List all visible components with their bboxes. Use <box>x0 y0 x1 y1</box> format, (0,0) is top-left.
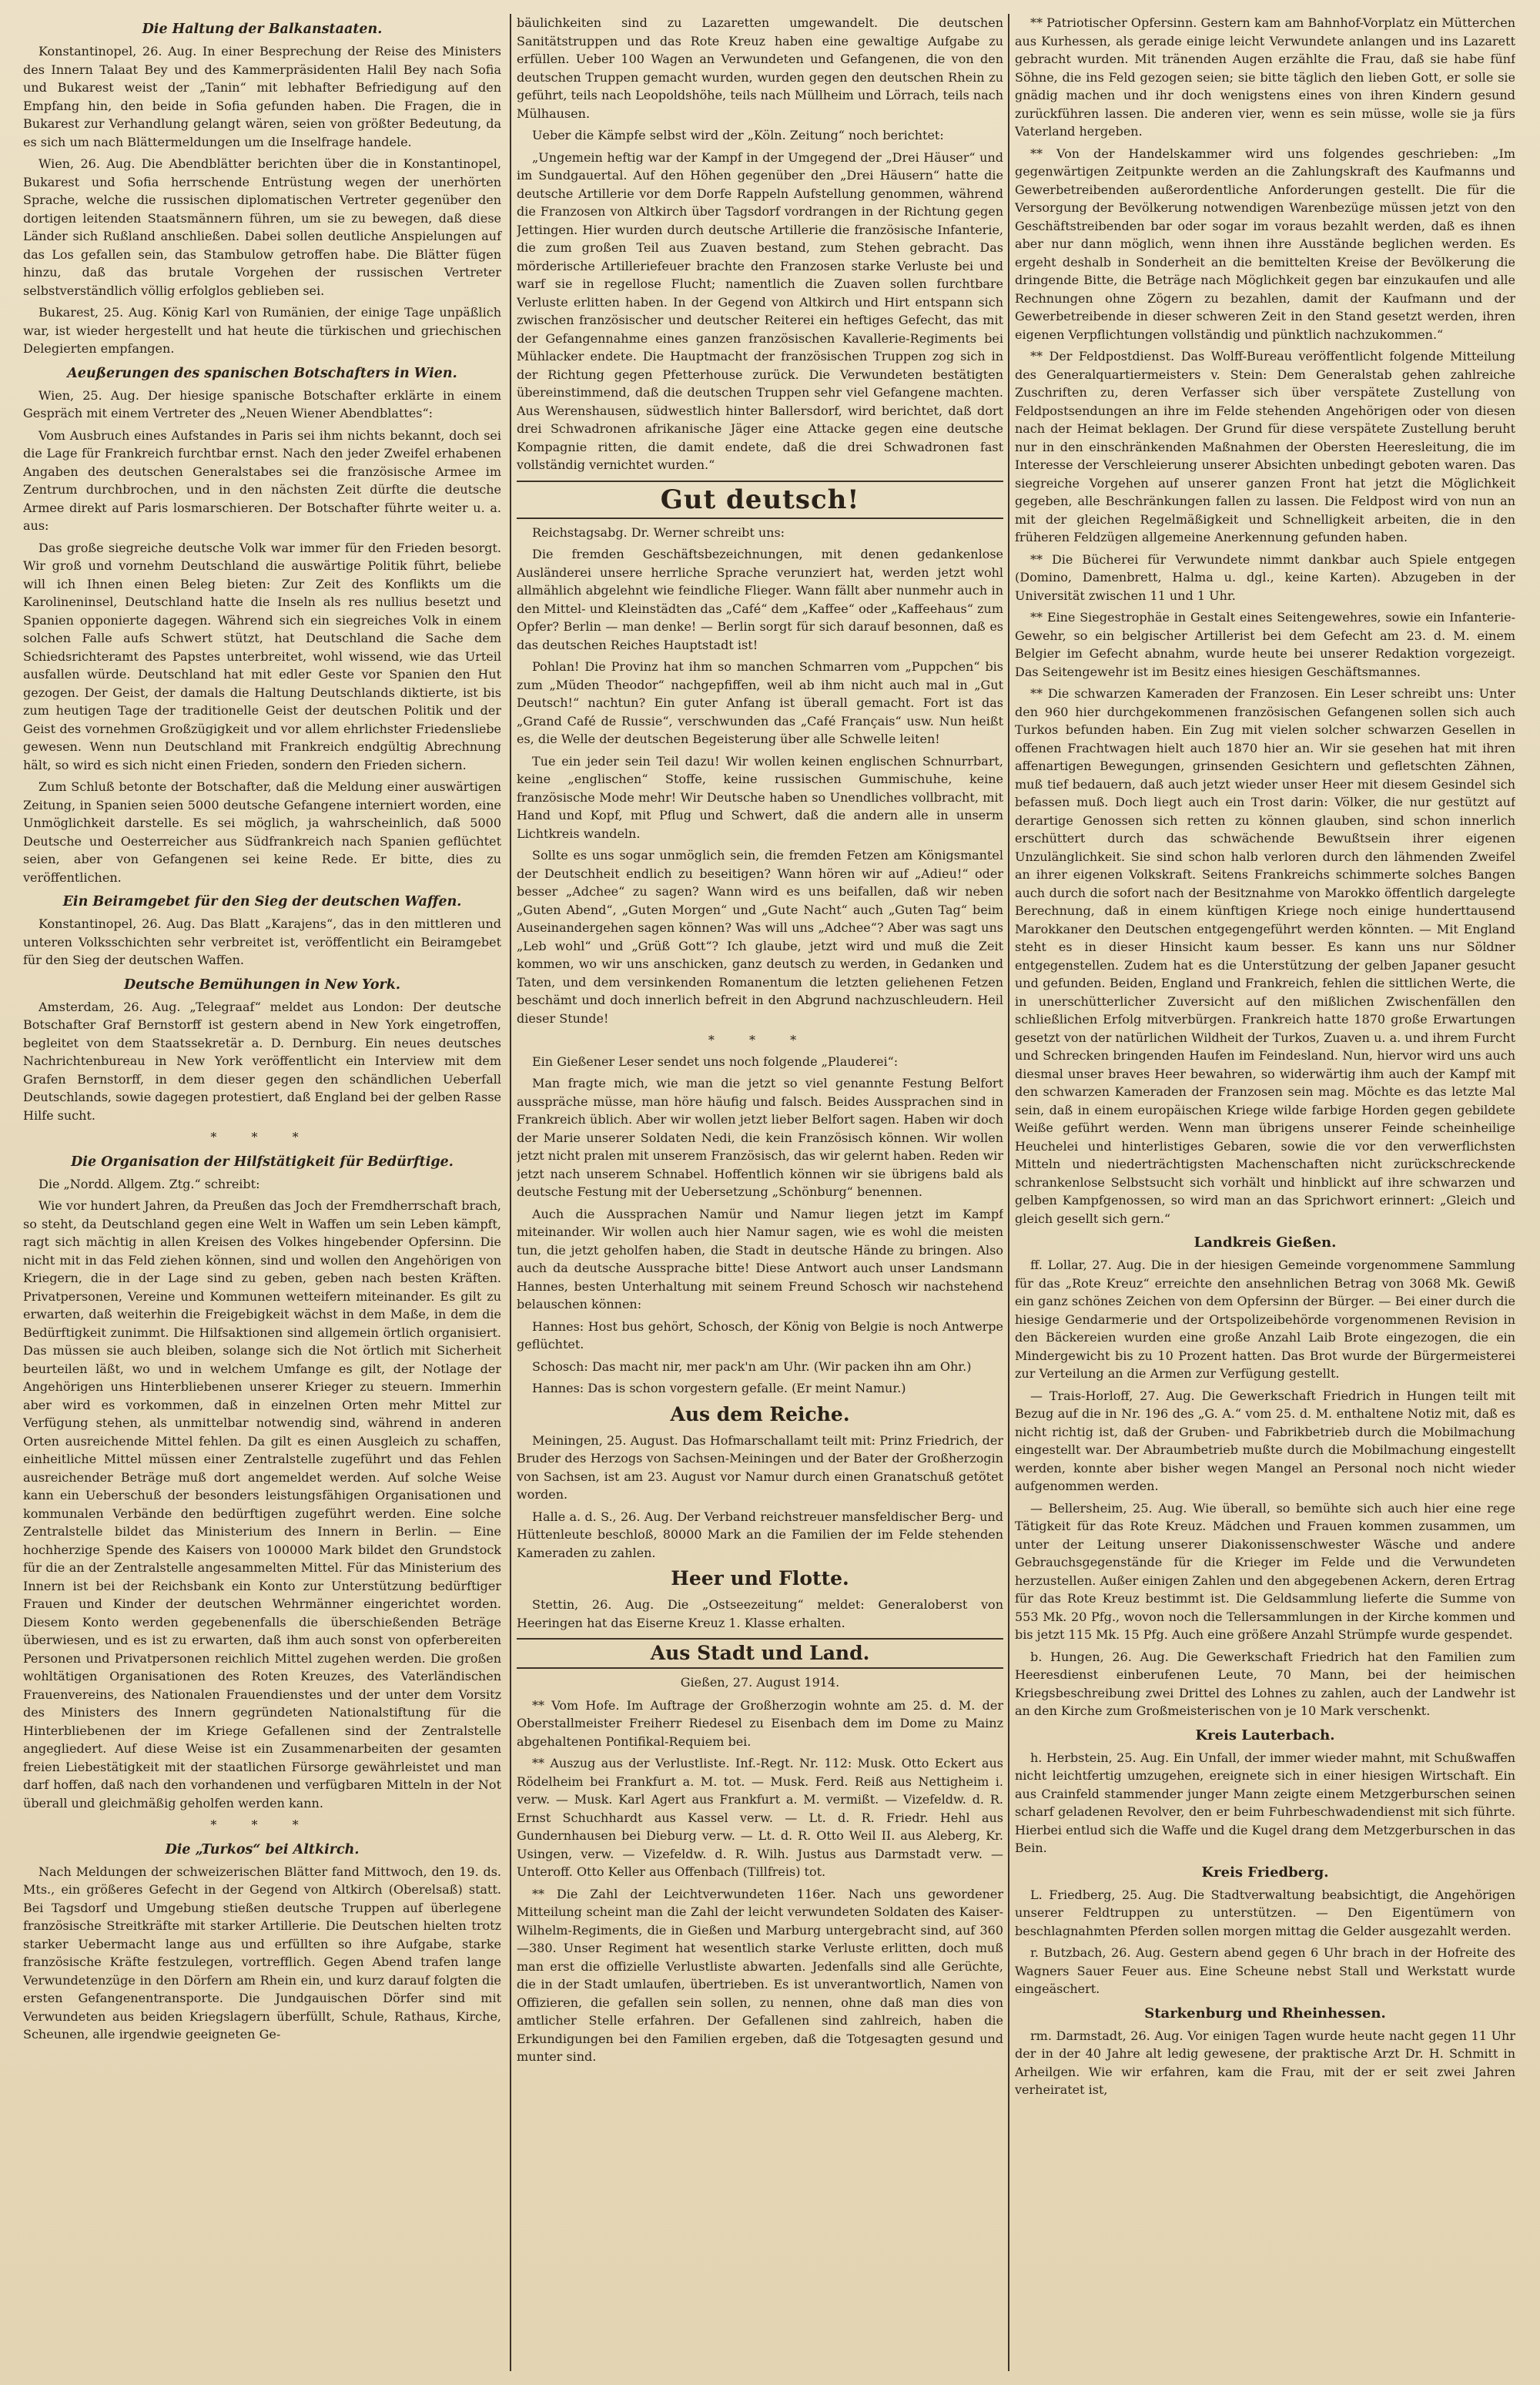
article-paragraph: Pohlan! Die Provinz hat ihm so manchen Schmarren vom „Puppchen“ bis zum „Müden Theodor“ nachgepfiffen, weil ab ihm nicht auch mal in „Gut Deutsch!“ nachtun? Ein guter Anfang ist überall gemacht. Fort ist das „Grand Café de Russie“, verschwunden das „Café Français“ usw. Nun heißt es, die Welle der deutschen Begeisterung über alle Schwelle leiten! <box>517 659 1003 746</box>
section-subheading: Kreis Friedberg. <box>1201 1864 1329 1881</box>
article-paragraph: Die „Nordd. Allgem. Ztg.“ schreibt: <box>38 1176 260 1191</box>
article-paragraph: Zum Schluß betonte der Botschafter, daß die Meldung einer auswärtigen Zeitung, in Spanien seien 5000 deutsche Gefangene interniert worden, eine Unmöglichkeit darstelle. Es sei möglich, ja wahrscheinlich, daß 5000 Deutsche und Oesterreicher aus Südfrankreich nach Spanien geflüchtet seien, aber von Gefangenen sei keine Rede. Er bitte, dies zu veröffentlichen. <box>23 779 501 885</box>
article-paragraph: Hannes: Host bus gehört, Schosch, der König von Belgie is noch Antwerpe geflüchtet. <box>517 1318 1003 1352</box>
article-paragraph: Man fragte mich, wie man die jetzt so viel genannte Festung Belfort ausspräche müsse, man höre häufig und falsch. Beides Aussprachen sind in Frankreich üblich. Aber wir wollen jetzt lieber Belfort sagen. Haben wir doch der Marie unserer Soldaten Nedi, die kein Französisch können. Wir wollen jetzt nicht pralen mit unserem Französisch, das wir gelernt haben. Reden wir jetzt nach unserem Schnabel. Hoffentlich können wir sie übrigens bald als deutsche Festung mit der Uebersetzung „Schönburg“ benennen. <box>517 1076 1003 1199</box>
article-paragraph: Schosch: Das macht nir, mer pack'n am Uhr. (Wir packen ihn am Ohr.) <box>532 1358 972 1374</box>
article-paragraph: — Bellersheim, 25. Aug. Wie überall, so bemühte sich auch hier eine rege Tätigkeit für das Rote Kreuz. Mädchen und Frauen kommen zusammen, um unter der Leitung unserer Diakonissenschwester Wäsche und andere Gebrauchsgegenstände für die Krieger im Felde und die Verwundeten herzustellen. Außer einigen Zahlen und den abgegebenen Ackern, deren Ertrag für das Rote Kreuz bestimmt ist. Die Geldsammlung lieferte die Summe von 553 Mk. 20 Pfg., wovon noch die Tellersammlungen in der Kirche kommen und bis jetzt 115 Mk. 15 Pfg. Auch eine größere Anzahl Strümpfe wurde gespendet. <box>1015 1500 1515 1642</box>
article-paragraph: Das große siegreiche deutsche Volk war immer für den Frieden besorgt. Wir groß und vornehm Deutschland die auswärtige Politik führt, beliebe will ich Ihnen einen Beleg bieten: Zur Zeit des Konflikts um die Karolineninsel, Deutschland hatte die Inseln als res nullius besetzt und Spanien opponierte dagegen. Während sich ein siegreiches Volk in einem solchen Falle aufs Schwert stützt, hat Deutschland die Sache dem Schiedsrichteramt des Papstes unterbreitet, wohl wissend, wie das Urteil ausfallen würde. Deutschland hat mit edler Geste vor Spanien den Hut gezogen. Der Geist, der damals die Haltung Deutschlands diktierte, ist bis zum heutigen Tage der traditionelle Geist der deutschen Politik und der Geist des vornehmen Großzügigkeit und vor allem ehrlichster Friedensliebe gewesen. Wenn nun Deutschland mit Frankreich endgültig Abrechnung hält, so wird es sich nicht einen Frieden, sondern den Frieden sichern. <box>23 540 501 772</box>
article-paragraph: ** Von der Handelskammer wird uns folgendes geschrieben: „Im gegenwärtigen Zeitpunkte werden an die Zahlungskraft des Kaufmanns und Gewerbetreibenden außerordentliche Anforderungen gestellt. Die für die Versorgung der Bevölkerung notwendigen Warenbezüge müssen jetzt von den Geschäftstreibenden bar oder sogar im voraus bezahlt werden, daß es ihnen aber nur dann möglich, wenn ihnen ihre Ausstände beglichen werden. Es ergeht deshalb in Sonderheit an die bemittelten Kreise der Bevölkerung die dringende Bitte, die Beträge nach Möglichkeit gegen bar einzukaufen und alle Rechnungen ohne Zögern zu bezahlen, damit der Kaufmann und der Gewerbetreibende in dieser schweren Zeit in den Stand gesetzt werden, ihren eigenen Verpflichtungen vollständig und pünktlich nachzukommen.“ <box>1015 146 1515 342</box>
section-heading: Aus dem Reiche. <box>670 1402 850 1425</box>
separator-stars: * * * <box>210 1130 314 1144</box>
section-subheading: Landkreis Gießen. <box>1194 1234 1337 1251</box>
article-paragraph: ** Vom Hofe. Im Auftrage der Großherzogin wohnte am 25. d. M. der Oberstallmeister Freiherr Riedesel zu Eisenbach dem im Dome zu Mainz abgehaltenen Pontifikal-Requiem bei. <box>517 1697 1003 1749</box>
column-right <box>1015 14 1515 2371</box>
article-headline: Die Haltung der Balkanstaaten. <box>142 22 383 37</box>
column-divider <box>1008 14 1009 2371</box>
article-headline: Aeußerungen des spanischen Botschafters in Wien. <box>67 365 457 381</box>
article-paragraph: ** Patriotischer Opfersinn. Gestern kam am Bahnhof-Vorplatz ein Mütterchen aus Kurhessen, als gerade einige leicht Verwundete anlangen und ins Lazarett gebracht wurden. Mit tränenden Augen erzählte die Frau, daß sie habe fünf Söhne, die ins Feld gezogen seien; sie bitte täglich den lieben Gott, er solle sie gnädig machen und ihr doch wenigstens eines von ihren Kindern gesund zurückführen lassen. Die anderen vier, wenn es sein müsse, wolle sie ja fürs Vaterland hergeben. <box>1015 15 1515 139</box>
article-headline: Die Organisation der Hilfstätigkeit für Bedürftige. <box>71 1154 454 1170</box>
section-subheading: Kreis Lauterbach. <box>1195 1727 1335 1744</box>
article-paragraph: Die fremden Geschäftsbezeichnungen, mit denen gedankenlose Ausländerei unsere herrliche Sprache verunziert hat, werden jetzt wohl allmählich abgelehnt wie feindliche Flieger. Wann fällt aber nunmehr auch in den Mittel- und Kleinstädten das „Café“ dem „Kaffee“ oder „Kaffeehaus“ zum Opfer? Berlin — man denke! — Berlin sorgt für sich darauf besonnen, daß es das deutschen Reiches Hauptstadt ist! <box>517 547 1003 652</box>
article-paragraph: Wien, 25. Aug. Der hiesige spanische Botschafter erklärte in einem Gespräch mit einem Vertreter des „Neuen Wiener Abendblattes“: <box>23 387 501 420</box>
article-paragraph: Sollte es uns sogar unmöglich sein, die fremden Fetzen am Königsmantel der Deutschheit endlich zu beseitigen? Wann hören wir auf „Adieu!“ oder besser „Adchee“ zu sagen? Wann wird es uns beifallen, daß wir neben „Guten Abend“, „Guten Morgen“ und „Gute Nacht“ auch „Guten Tag“ beim Auseinandergehen sagen können? Was will uns „Adchee“? Aber was sagt uns „Leb wohl“ und „Grüß Gott“? Ich glaube, jetzt wird und muß die Zeit kommen, wo wir uns anschicken, ganz deutsch zu werden, in Gedanken und Taten, und dem versinkenden Romanentum die letzten geliehenen Fetzen beschämt und doch innerlich befreit in den Abgrund nachzuschleudern. Heil dieser Stunde! <box>517 848 1003 1026</box>
article-paragraph: ** Eine Siegestrophäe in Gestalt eines Seitengewehres, sowie ein Infanterie-Gewehr, so ein belgischer Artillerist bei dem Gefecht am 23. d. M. einem Belgier im Gefecht abnahm, wurde heute bei unserer Redaktion vorgezeigt. Das Seitengewehr ist im Besitz eines hiesigen Geschäftsmannes. <box>1015 610 1515 679</box>
section-heading: Heer und Flotte. <box>671 1567 849 1589</box>
article-paragraph: Nach Meldungen der schweizerischen Blätter fand Mittwoch, den 19. ds. Mts., ein größeres Gefecht in der Gegend von Altkirch (Oberelsaß) statt. Bei Tagsdorf und Umgebung stießen deutsche Truppen auf überlegene französische Streitkräfte mit starker Artillerie. Die Deutschen hielten trotz starker Uebermacht lange aus und erfüllten so ihre Aufgabe, starke französische Kräfte festzulegen, vortrefflich. Gegen Abend trafen lange Verwundetenzüge in den Dörfern am Rhein ein, und kurz darauf folgten die ersten Gefangenentransporte. Die Jundgauischen Dörfer sind mit Verwundeten aus beiden Kriegslagern überfüllt, Schule, Rathaus, Kirche, Scheunen, alle irgendwie geeigneten Ge- <box>23 1864 501 2042</box>
article-paragraph: Amsterdam, 26. Aug. „Telegraaf“ meldet aus London: Der deutsche Botschafter Graf Bernstorff ist gestern abend in New York eingetroffen, begleitet von dem Staatssekretär a. D. Dernburg. Ein neues deutsches Nachrichtenbureau in New York veröffentlicht ein Interview mit dem Grafen Bernstorff, in dem dieser gegen den schändlichen Ueberfall Deutschlands, sowie dagegen protestiert, daß England bei der gelben Rasse Hilfe sucht. <box>23 999 501 1123</box>
section-heading: Gut deutsch! <box>517 481 1003 519</box>
column-middle <box>517 14 1003 2371</box>
article-paragraph: Wien, 26. Aug. Die Abendblätter berichten über die in Konstantinopel, Bukarest und Sofia herrschende Entrüstung wegen der unerhörten Sprache, welche die russischen diplomatischen Vertreter gegenüber den dortigen leitenden Staatsmännern führen, um sie zu bewegen, daß diese Länder sich Rußland anschließen. Dabei sollen deutliche Anspielungen auf das Los gefallen sein, das Stambulow getroffen habe. Die Blätter fügen hinzu, daß das brutale Vorgehen der russischen Vertreter selbstverständlich völlig erfolglos geblieben sei. <box>23 156 501 298</box>
article-paragraph: Ueber die Kämpfe selbst wird der „Köln. Zeitung“ noch berichtet: <box>532 128 944 142</box>
article-paragraph: bäulichkeiten sind zu Lazaretten umgewandelt. Die deutschen Sanitätstruppen und das Rote Kreuz haben eine gewaltige Aufgabe zu erfüllen. Ueber 100 Wagen an Verwundeten und Gefangenen, die von den deutschen Truppen gemacht wurden, wurden gegen den deutschen Rhein zu geführt, teils nach Leopoldshöhe, teils nach Müllheim und Lörrach, teils nach Mülhausen. <box>517 15 1003 121</box>
article-paragraph: Ein Gießener Leser sendet uns noch folgende „Plauderei“: <box>532 1053 899 1069</box>
article-paragraph: r. Butzbach, 26. Aug. Gestern abend gegen 6 Uhr brach in der Hofreite des Wagners Sauer Feuer aus. Eine Scheune nebst Stall und Werkstatt wurde eingeäschert. <box>1015 1945 1515 1996</box>
article-paragraph: Reichstagsabg. Dr. Werner schreibt uns: <box>532 524 785 540</box>
article-paragraph: ** Die Zahl der Leichtverwundeten 116er. Nach uns gewordener Mitteilung scheint man die Zahl der leicht verwundeten Soldaten des Kaiser-Wilhelm-Regiments, die in Gießen und Marburg untergebracht sind, auf 360—380. Unser Regiment hat wesentlich starke Verluste erlitten, doch muß man erst die offizielle Verlustliste abwarten. Jedenfalls sind alle Gerüchte, die in der Stadt umlaufen, übertrieben. Es ist unverantwortlich, Namen von Offizieren, die gefallen sein sollen, zu nennen, ohne daß man dies von amtlicher Stelle erfahren. Der Gefallenen sind zahlreich, haben die Erkundigungen bei den Familien ergeben, daß die Totgesagten gesund und munter sind. <box>517 1886 1003 2064</box>
article-paragraph: ** Der Feldpostdienst. Das Wolff-Bureau veröffentlicht folgende Mitteilung des Generalquartiermeisters v. Stein: Dem Generalstab gehen zahlreiche Zuschriften zu, deren Verfasser sich über verspätete Zustellung von Feldpostsendungen an ihre im Felde stehenden Angehörigen oder von diesen nach der Heimat beklagen. Der Grund für diese verspätete Zustellung beruht nur in den einschränkenden Maßnahmen der Obersten Heeresleitung, die im Interesse der Verschleierung unserer Absichten unbedingt geboten waren. Das siegreiche Vorgehen auf unserer ganzen Front hat jetzt die Möglichkeit gegeben, alle Beschränkungen fallen zu lassen. Die Feldpost wird von nun an mit der gleichen Regelmäßigkeit und Schnelligkeit arbeiten, die in den früheren Feldzügen allgemeine Anerkennung gefunden haben. <box>1015 349 1515 544</box>
column-divider <box>510 14 511 2371</box>
article-paragraph: L. Friedberg, 25. Aug. Die Stadtverwaltung beabsichtigt, die Angehörigen unserer Feldtruppen zu unterstützen. — Den Eigentümern von beschlagnahmten Pferden sollen morgen mittag die Gelder ausgezahlt werden. <box>1015 1887 1515 1938</box>
article-paragraph: rm. Darmstadt, 26. Aug. Vor einigen Tagen wurde heute nacht gegen 11 Uhr der in der 40 Jahre alt ledig gewesene, der praktische Arzt Dr. H. Schmitt in Arheilgen. Wie wir erfahren, kam die Frau, mit der er seit zwei Jahren verheiratet ist, <box>1015 2028 1515 2097</box>
separator-stars: * * * <box>708 1033 812 1047</box>
article-paragraph: Bukarest, 25. Aug. König Karl von Rumänien, der einige Tage unpäßlich war, ist wieder hergestellt und hat heute die türkischen und griechischen Delegierten empfangen. <box>23 305 501 356</box>
article-paragraph: b. Hungen, 26. Aug. Die Gewerkschaft Friedrich hat den Familien zum Heeresdienst einberufenen Leute, 70 Mann, bei der heimischen Kriegsbeschreibung zwei Drittel des Lohnes zu zahlen, auch der Landwehr ist an den Kirche zum Großmeisterischen von je 10 Mark verschenkt. <box>1015 1649 1515 1718</box>
article-paragraph: Konstantinopel, 26. Aug. In einer Besprechung der Reise des Ministers des Innern Talaat Bey und des Kammerpräsidenten Halil Bey nach Sofia und Bukarest weist der „Tanin“ mit lebhafter Befriedigung auf den Empfang hin, den beide in Sofia gefunden haben. Die Fragen, die in Bukarest zur Verhandlung gelangt wären, seien von größter Bedeutung, da es sich um nach Blättermeldungen um die Inselfrage handele. <box>23 44 501 149</box>
article-paragraph: „Ungemein heftig war der Kampf in der Umgegend der „Drei Häuser“ und im Sundgauertal. Auf den Höhen gegenüber den „Drei Häusern“ hatte die deutsche Artillerie vor dem Dorfe Rappeln Aufstellung genommen, während die Franzosen von Altkirch über Tagsdorf vordrangen in der Richtung gegen Jettingen. Hier wurden durch deutsche Artillerie die französische Infanterie, die zum großen Teil aus Zuaven bestand, zum Stehen gebracht. Das mörderische Artilleriefeuer brachte den Franzosen starke Verluste bei und warf sie in regellose Flucht; namentlich die Zuaven sollen furchtbare Verluste erlitten haben. In der Gegend von Altkirch und Hirt entspann sich zwischen französischer und deutscher Reiterei ein heftiges Gefecht, das mit der Gefangennahme eines ganzen französischen Kavallerie-Regiments bei Mühlacker endete. Die Hauptmacht der französischen Truppen zog sich in der Richtung gegen Pfetterhouse zurück. Die Verwundeten bestätigten übereinstimmend, daß die deutschen Truppen sehr viel Gefangene machten. Aus Werenshausen, südwestlich hinter Ballersdorf, wird berichtet, daß dort drei Schwadronen afrikanische Jäger eine Attacke gegen eine deutsche Kompagnie ritten, die damit endete, daß die drei Schwadronen fast vollständig vernichtet wurden.“ <box>517 149 1003 472</box>
separator-stars: * * * <box>210 1817 314 1832</box>
article-paragraph: Auch die Aussprachen Namür und Namur liegen jetzt im Kampf miteinander. Wir wollen auch hier Namur sagen, wie es wohl die meisten tun, die jetzt geholfen haben, die Stadt in deutsche Hände zu bringen. Also auch da deutsche Aussprache bitte! Diese Antwort auch unser Landsmann Hannes, besten Unterhaltung mit seinem Freund Schosch wir nachstehend belauschen können: <box>517 1206 1003 1311</box>
article-paragraph: ** Die schwarzen Kameraden der Franzosen. Ein Leser schreibt uns: Unter den 960 hier durchgekommenen französischen Gefangenen sollen sich auch Turkos befunden haben. Ein Zug mit vielen solcher schwarzen Gesellen in offenen Frachtwagen hielt auch 1870 hier an. Wir sie gesehen hat mit ihren affenartigen Bewegungen, grinsenden Gesichtern und gefletschten Zähnen, muß tief bedauern, daß auch jetzt wieder unser Heer mit diesem Gesindel sich befassen muß. Doch liegt auch ein Trost darin: Völker, die nur gestützt auf derartige Genossen sich retten zu können glauben, sind schon innerlich erschüttert durch das schwächende Bewußtsein ihrer eigenen Unzulänglichkeit. Sie sind schon halb verloren durch den lähmenden Zweifel an ihrer eigenen Volkskraft. Seitens Frankreichs schimmerte solches Bangen auch durch die sofort nach der Besitznahme von Marokko öffentlich dargelegte Berechnung, daß in einem künftigen Kriege noch einige hunderttausend Marokkaner den Deutschen entgegengeführt werden könnten. — Mit England steht es in dieser Hinsicht kaum besser. Es kann uns nur Söldner entgegenstellen. Zudem hat es die Unterstützung der gelben Japaner gesucht und gefunden. Beiden, England und Frankreich, fehlen die sittlichen Werte, die in unerschütterlicher Zuversicht auf den mißlichen Zwischenfällen den schließlichen Erfolg mitverbürgen. Frankreich hatte 1870 große Erwartungen gesetzt von der natürlichen Wildheit der Turkos, Zuaven u. a. und ihrem Furcht und Schrecken bringenden Haufen im Feindesland. Nun, hiervor wird uns auch diesmal unser braves Heer bewahren, so widerwärtig ihm auch der Kampf mit den schwarzen Kameraden der Franzosen sein mag. Möchte es das letzte Mal sein, daß in einem europäischen Kriege wilde farbige Horden gegen gebildete Weiße geführt werden. Wenn man übrigens unserer Feinde scheinheilige Heuchelei und hinterlistiges Gebaren, sowie die vor den verwerflichsten Mitteln und niederträchtigsten Machenschaften nicht zurückschreckende schrankenlose Selbstsucht sich vorhält und hinblickt auf ihre schwarzen und gelben Kampfgenossen, so wird man an das Sprichwort erinnert: „Gleich und gleich gesellt sich gern.“ <box>1015 686 1515 1226</box>
article-paragraph: Tue ein jeder sein Teil dazu! Wir wollen keinen englischen Schnurrbart, keine „englischen“ Stoffe, keine russischen Gummischuhe, keine französische Mode mehr! Wir Deutsche haben so Unendliches vollbracht, mit Hand und Kopf, mit Pflug und Schwert, daß die andern alle in unserm Lichtkreis wandeln. <box>517 753 1003 841</box>
article-paragraph: ** Auszug aus der Verlustliste. Inf.-Regt. Nr. 112: Musk. Otto Eckert aus Rödelheim bei Frankfurt a. M. tot. — Musk. Ferd. Reiß aus Nettigheim i. verw. — Musk. Karl Agert aus Frankfurt a. M. vermißt. — Vizefeldw. d. R. Ernst Schuchhardt aus Kassel verw. — Lt. d. R. Friedr. Hehl aus Gundernhausen bei Dieburg verw. — Lt. d. R. Otto Weil II. aus Aleberg, Kr. Usingen, verw. — Vizefeldw. d. R. Wilh. Justus aus Darmstadt verw. — Unteroff. Otto Keller aus Offenbach (Tillfreis) tot. <box>517 1756 1003 1879</box>
article-headline: Deutsche Bemühungen in New York. <box>124 976 400 993</box>
article-paragraph: ** Die Bücherei für Verwundete nimmt dankbar auch Spiele entgegen (Domino, Damenbrett, Halma u. dgl., keine Karten). Abzugeben in der Universität zwischen 11 und 1 Uhr. <box>1015 551 1515 603</box>
article-headline: Ein Beiramgebet für den Sieg der deutschen Waffen. <box>62 894 462 909</box>
article-paragraph: Meiningen, 25. August. Das Hofmarschallamt teilt mit: Prinz Friedrich, der Bruder des Herzogs von Sachsen-Meiningen und der Bater der Großherzogin von Sachsen, ist am 23. August vor Namur durch einen Granatschuß getötet worden. <box>517 1432 1003 1502</box>
article-paragraph: Wie vor hundert Jahren, da Preußen das Joch der Fremdherrschaft brach, so steht, da Deutschland gegen eine Welt in Waffen um sein Leben kämpft, ragt sich mächtig in allen Kreisen des Volkes hingebender Opfersinn. Die nicht mit in das Feld ziehen können, sind und wollen den Angehörigen von Kriegern, die in der Lage sind zu geben, geben nach besten Kräften. Privatpersonen, Vereine und Kommunen wetteifern miteinander. Es gilt zu erwarten, daß weiterhin die Freigebigkeit wächst in dem Maße, in dem die Bedürftigkeit zunimmt. Die Hilfsaktionen sind allgemein örtlich organisiert. Das müssen sie auch bleiben, solange sich die Not örtlich mit Sicherheit beurteilen läßt, wo und in welchem Umfange es gilt, der Notlage der Angehörigen uns Hinterbliebenen unserer Krieger zu steuern. Immerhin aber wird es vorkommen, daß in einzelnen Orten mehr Mittel zur Verfügung stehen, als unmittelbar notwendig sind, während in anderen Orten ausreichende Mittel fehlen. Da gilt es einen Ausgleich zu schaffen, einheitliche Mittel müssen einer Zentralstelle zugeführt und das Fehlen ausreichender Beträge muß dort angemeldet werden. Auf solche Weise kann ein Ueberschuß der besonders leistungsfähigen Organisationen und kommunalen Verbände den bedürftigen zugeführt werden. Eine solche Zentralstelle bildet das Ministerium des Innern in Berlin. — Eine hochherzige Spende des Kaisers von 100000 Mark bildet den Grundstock für die an der Zentralstelle angesammelten Mittel. Für das Ministerium des Innern ist bei der Reichsbank ein Konto zur Unterstützung bedürftiger Frauen und Kinder der deutschen Wehrmänner eingerichtet worden. Diesem Konto werden gegebenenfalls die überschießenden Beträge überwiesen, und es ist zu erwarten, daß ihm auch sonst von opferbereiten Personen und Privatpersonen reichlich Mittel zugehen werden. Die großen wohltätigen Organisationen des Roten Kreuzes, des Vaterländischen Frauenvereins, des Nationalen Frauendienstes und der unter dem Vorsitz des Ministers des Innern gegründeten Nationalstiftung für die Hinterbliebenen der im Kriege Gefallenen sind der Zentralstelle angegliedert. Auf diese Weise ist ein Zusammenarbeiten der gesamten freien Liebestätigkeit mit der staatlichen Fürsorge gewährleistet und man darf hoffen, daß nach den vorhandenen und verfügbaren Mitteln in der Not überall und gleichmäßig geholfen werden kann. <box>23 1198 501 1811</box>
column-left <box>23 14 506 2371</box>
article-paragraph: — Trais-Horloff, 27. Aug. Die Gewerkschaft Friedrich in Hungen teilt mit Bezug auf die in Nr. 196 des „G. A.“ vom 25. d. M. enthaltene Notiz mit, daß es nicht richtig ist, daß der Gruben- und Fabrikbetrieb durch die Mobilmachung eingestellt war. Der Abraumbetrieb mußte durch die Mobilmachung eingestellt werden, konnte aber bisher wegen Mangel an Personal noch nicht wieder aufgenommen werden. <box>1015 1388 1515 1493</box>
section-subheading: Starkenburg und Rheinhessen. <box>1144 2005 1386 2022</box>
article-paragraph: Halle a. d. S., 26. Aug. Der Verband reichstreuer mansfeldischer Berg- und Hüttenleute beschloß, 80000 Mark an die Familien der im Felde stehenden Kameraden zu zahlen. <box>517 1509 1003 1560</box>
article-headline: Die „Turkos“ bei Altkirch. <box>165 1841 360 1857</box>
dateline: Gießen, 27. August 1914. <box>680 1675 840 1690</box>
article-paragraph: Hannes: Das is schon vorgestern gefalle. (Er meint Namur.) <box>532 1381 906 1395</box>
article-paragraph: Stettin, 26. Aug. Die „Ostseezeitung“ meldet: Generaloberst von Heeringen hat das Eiserne Kreuz 1. Klasse erhalten. <box>517 1597 1003 1630</box>
article-paragraph: ff. Lollar, 27. Aug. Die in der hiesigen Gemeinde vorgenommene Sammlung für das „Rote Kreuz“ erreichte den ansehnlichen Betrag von 3068 Mk. Gewiß ein ganz schönes Zeichen von dem Opfersinn der Bürger. — Bei einer durch die hiesige Gendarmerie und der Ortspolizeibehörde vorgenommenen Revision in den Bäckereien wurden eine große Anzahl Laib Brote eingezogen, die ein Mindergewicht bis zu 10 Prozent hatten. Das Brot wurde der Bürgermeisterei zur Verteilung an die Armen zur Verfügung gestellt. <box>1015 1258 1515 1381</box>
section-heading: Aus Stadt und Land. <box>517 1638 1003 1669</box>
article-paragraph: Konstantinopel, 26. Aug. Das Blatt „Karajens“, das in den mittleren und unteren Volksschichten sehr verbreitet ist, veröffentlicht ein Beiramgebet für den Sieg der deutschen Waffen. <box>23 916 501 967</box>
article-paragraph: Vom Ausbruch eines Aufstandes in Paris sei ihm nichts bekannt, doch sei die Lage für Frankreich furchtbar ernst. Nach den jeder Zweifel erhabenen Angaben des deutschen Generalstabes sei die französische Armee im Zentrum durchbrochen, und in den nächsten Zeit dürfte die deutsche Armee direkt auf Paris losmarschieren. Der Botschafter führte weiter u. a. aus: <box>23 427 501 533</box>
article-paragraph: h. Herbstein, 25. Aug. Ein Unfall, der immer wieder mahnt, mit Schußwaffen nicht leichtfertig umzugehen, ereignete sich in einer hiesigen Wirtschaft. Ein aus Crainfeld stammender junger Mann zeigte einem Metzgerburschen seinen scharf geladenen Revolver, den er beim Fuhrbeschwadendienst mit sich führte. Hierbei entlud sich die Waffe und die Kugel drang dem Metzgerburschen in das Bein. <box>1015 1750 1515 1855</box>
